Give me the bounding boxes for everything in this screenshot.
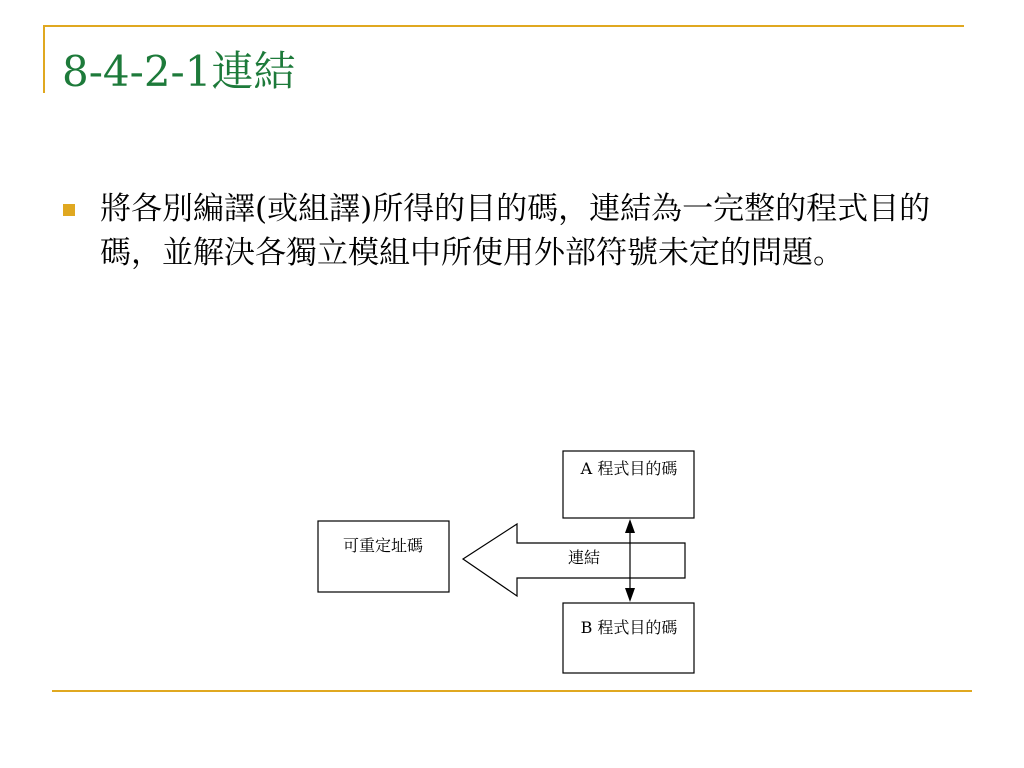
arrow-up-icon [625,519,635,533]
relocatable-code-box [318,521,449,592]
bullet-text: 將各別編譯(或組譯)所得的目的碼，連結為一完整的程式目的碼，並解決各獨立模組中所使用外部符號未定的問題。 [100,191,931,271]
bottom-divider [52,690,972,692]
link-label: 連結 [567,548,601,567]
object-b-label: B 程式目的碼 [580,618,678,637]
object-a-label: A 程式目的碼 [580,459,678,478]
relocatable-code-label: 可重定址碼 [342,536,424,555]
slide-title: 8-4-2-1連結 [62,47,296,96]
object-b-box [563,603,694,673]
arrow-down-icon [625,588,635,602]
